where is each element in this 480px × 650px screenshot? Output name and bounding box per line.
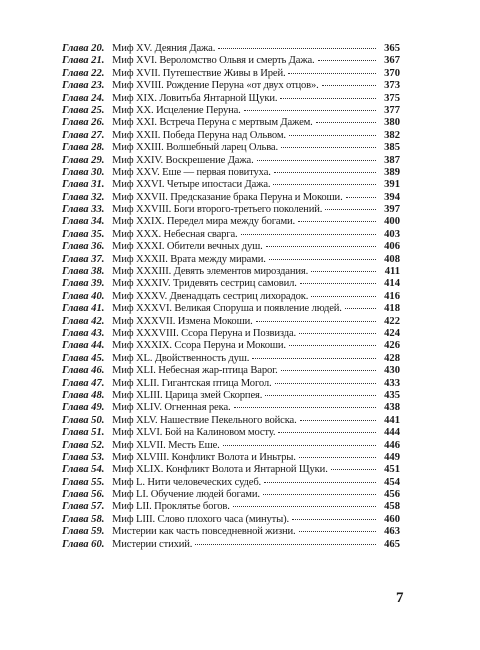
entry-title: Миф XXII. Победа Перуна над Ольвом.	[112, 129, 286, 141]
entry-title: Миф XL. Двойственность душ.	[112, 352, 250, 364]
chapter-label: Глава 43.	[62, 327, 105, 339]
entry-title: Мистерии стихий.	[112, 538, 193, 550]
dot-leader	[281, 147, 376, 148]
dot-leader	[300, 283, 376, 284]
toc-entry	[62, 415, 400, 427]
toc-entry	[62, 390, 400, 402]
chapter-label: Глава 29.	[62, 154, 105, 166]
toc-entry	[62, 204, 400, 216]
chapter-label: Глава 38.	[62, 266, 105, 278]
entry-title: Миф XVIII. Рождение Перуна «от двух отцов».	[112, 80, 319, 92]
dot-leader	[345, 308, 376, 309]
toc-entry	[62, 241, 400, 253]
entry-title: Миф XLI. Небесная жар-птица Варог.	[112, 365, 278, 377]
chapter-label: Глава 41.	[62, 303, 105, 315]
entry-title: Миф XIX. Ловитьба Янтарной Щуки.	[112, 92, 278, 104]
dot-leader	[299, 333, 376, 334]
entry-page: 446	[384, 439, 400, 451]
entry-page: 418	[384, 303, 400, 315]
entry-title: Миф LI. Обучение людей богами.	[112, 489, 260, 501]
toc-entry	[62, 130, 400, 142]
toc-entry	[62, 93, 400, 105]
chapter-label: Глава 23.	[62, 80, 105, 92]
entry-page: 416	[384, 290, 400, 302]
chapter-label: Глава 22.	[62, 67, 105, 79]
dot-leader	[299, 531, 376, 532]
chapter-label: Глава 42.	[62, 315, 105, 327]
entry-title: Мистерии как часть повседневной жизни.	[112, 526, 296, 538]
entry-title: Миф XLIX. Конфликт Волота и Янтарной Щуки.	[112, 464, 328, 476]
chapter-label: Глава 51.	[62, 427, 105, 439]
entry-title: Миф XXXVI. Великая Споруша и появление людей.	[112, 303, 342, 315]
dot-leader	[218, 48, 376, 49]
chapter-label: Глава 21.	[62, 55, 105, 67]
entry-page: 377	[384, 104, 400, 116]
dot-leader	[195, 544, 376, 545]
dot-leader	[264, 482, 376, 483]
toc-entry	[62, 526, 400, 538]
entry-title: Миф XXXV. Двенадцать сестриц лихорадок.	[112, 290, 309, 302]
entry-page: 444	[384, 427, 400, 439]
entry-title: Миф XXVI. Четыре ипостаси Дажа.	[112, 179, 271, 191]
chapter-label: Глава 46.	[62, 365, 105, 377]
entry-page: 408	[384, 253, 400, 265]
entry-page: 463	[384, 526, 400, 538]
entry-page: 456	[384, 489, 400, 501]
dot-leader	[289, 135, 376, 136]
dot-leader	[278, 432, 376, 433]
dot-leader	[318, 60, 376, 61]
chapter-label: Глава 26.	[62, 117, 105, 129]
entry-title: Миф L. Нити человеческих судеб.	[112, 476, 262, 488]
entry-page: 424	[384, 327, 400, 339]
entry-page: 389	[384, 166, 400, 178]
entry-title: Миф XXXIV. Тридевять сестриц самовил.	[112, 278, 297, 290]
toc-entry	[62, 464, 400, 476]
toc-entry	[62, 440, 400, 452]
toc-entry	[62, 80, 400, 92]
dot-leader	[280, 98, 376, 99]
chapter-label: Глава 27.	[62, 129, 105, 141]
entry-page: 394	[384, 191, 400, 203]
dot-leader	[292, 519, 376, 520]
entry-title: Миф LIII. Слово плохого часа (минуты).	[112, 513, 289, 525]
entry-title: Миф XLVI. Бой на Калиновом мосту.	[112, 427, 276, 439]
toc-entry	[62, 477, 400, 489]
dot-leader	[322, 85, 376, 86]
entry-page: 385	[384, 142, 400, 154]
page-number: 7	[396, 590, 404, 606]
entry-page: 391	[384, 179, 400, 191]
entry-title: Миф XV. Деяния Дажа.	[112, 43, 216, 54]
dot-leader	[223, 445, 376, 446]
entry-page: 406	[384, 241, 400, 253]
entry-title: Миф XXV. Еше — первая повитуха.	[112, 166, 271, 178]
chapter-label: Глава 53.	[62, 451, 105, 463]
chapter-label: Глава 58.	[62, 513, 105, 525]
chapter-label: Глава 40.	[62, 290, 105, 302]
dot-leader	[269, 259, 376, 260]
dot-leader	[346, 197, 376, 198]
chapter-label: Глава 33.	[62, 204, 105, 216]
entry-page: 380	[384, 117, 400, 129]
entry-page: 451	[384, 464, 400, 476]
toc-entry	[62, 117, 400, 129]
entry-page: 365	[384, 43, 400, 54]
chapter-label: Глава 55.	[62, 476, 105, 488]
toc-entry	[62, 316, 400, 328]
entry-page: 430	[384, 365, 400, 377]
entry-page: 422	[384, 315, 400, 327]
toc-entry	[62, 353, 400, 365]
dot-leader	[299, 457, 376, 458]
entry-page: 460	[384, 513, 400, 525]
entry-page: 375	[384, 92, 400, 104]
dot-leader	[288, 73, 376, 74]
entry-title: Миф XXXI. Обители вечных душ.	[112, 241, 263, 253]
dot-leader	[331, 469, 376, 470]
toc-entry	[62, 266, 400, 278]
toc-entry	[62, 278, 400, 290]
dot-leader	[233, 506, 376, 507]
dot-leader	[289, 345, 376, 346]
entry-page: 382	[384, 129, 400, 141]
toc-entry	[62, 340, 400, 352]
entry-page: 465	[384, 538, 400, 550]
dot-leader	[275, 383, 376, 384]
toc-entry	[62, 291, 400, 303]
entry-title: Миф XXIII. Волшебный ларец Ольва.	[112, 142, 278, 154]
entry-title: Миф XXXVIII. Ссора Перуна и Позвизда.	[112, 327, 297, 339]
dot-leader	[274, 172, 376, 173]
entry-title: Миф XXXIX. Ссора Перуна и Мокоши.	[112, 340, 286, 352]
toc-entry	[62, 303, 400, 315]
toc-entry	[62, 427, 400, 439]
entry-title: Миф XLVIII. Конфликт Волота и Иньтры.	[112, 451, 296, 463]
toc-entry	[62, 402, 400, 414]
toc-entry	[62, 229, 400, 241]
entry-page: 441	[384, 414, 400, 426]
chapter-label: Глава 54.	[62, 464, 105, 476]
toc-entry	[62, 452, 400, 464]
entry-title: Миф XLVII. Месть Еше.	[112, 439, 220, 451]
toc-entry	[62, 68, 400, 80]
dot-leader	[316, 122, 376, 123]
dot-leader	[266, 246, 376, 247]
chapter-label: Глава 24.	[62, 92, 105, 104]
entry-title: Миф XVII. Путешествие Живы в Ирей.	[112, 67, 286, 79]
entry-page: 403	[384, 228, 400, 240]
chapter-label: Глава 45.	[62, 352, 105, 364]
chapter-label: Глава 39.	[62, 278, 105, 290]
dot-leader	[325, 209, 376, 210]
entry-title: Миф XVI. Вероломство Ольвя и смерть Дажа.	[112, 55, 315, 67]
dot-leader	[234, 407, 377, 408]
chapter-label: Глава 48.	[62, 389, 105, 401]
entry-page: 367	[384, 55, 400, 67]
toc-entry	[62, 254, 400, 266]
chapter-label: Глава 52.	[62, 439, 105, 451]
entry-title: Миф XLIII. Царица змей Скорпея.	[112, 389, 263, 401]
chapter-label: Глава 59.	[62, 526, 105, 538]
chapter-label: Глава 32.	[62, 191, 105, 203]
dot-leader	[263, 494, 376, 495]
entry-title: Миф XLIV. Огненная река.	[112, 402, 231, 414]
dot-leader	[311, 271, 376, 272]
toc-entry	[62, 142, 400, 154]
entry-page: 397	[384, 204, 400, 216]
toc-entry	[62, 179, 400, 191]
entry-title: Миф XXVIII. Боги второго-третьего поколений.	[112, 204, 323, 216]
toc-entry	[62, 378, 400, 390]
chapter-label: Глава 37.	[62, 253, 105, 265]
entry-title: Миф XXXIII. Девять элементов мироздания.	[112, 266, 309, 278]
entry-title: Миф XX. Исцеление Перуна.	[112, 104, 241, 116]
chapter-label: Глава 31.	[62, 179, 105, 191]
dot-leader	[273, 184, 376, 185]
chapter-label: Глава 56.	[62, 489, 105, 501]
chapter-label: Глава 49.	[62, 402, 105, 414]
entry-title: Миф LII. Проклятье богов.	[112, 501, 230, 513]
entry-title: Миф XLV. Нашествие Пекельного войска.	[112, 414, 297, 426]
entry-title: Миф XLII. Гигантская птица Могол.	[112, 377, 272, 389]
entry-page: 458	[384, 501, 400, 513]
dot-leader	[298, 221, 376, 222]
chapter-label: Глава 50.	[62, 414, 105, 426]
entry-page: 449	[384, 451, 400, 463]
toc-entry	[62, 55, 400, 67]
toc-entry	[62, 43, 400, 55]
entry-title: Миф XXVII. Предсказание брака Перуна и Мокоши.	[112, 191, 343, 203]
toc-entry	[62, 365, 400, 377]
toc-entry	[62, 514, 400, 526]
toc-entry	[62, 155, 400, 167]
chapter-label: Глава 35.	[62, 228, 105, 240]
entry-title: Миф XXIX. Передел мира между богами.	[112, 216, 296, 228]
chapter-label: Глава 60.	[62, 538, 105, 550]
entry-title: Миф XXXVII. Измена Мокоши.	[112, 315, 253, 327]
entry-page: 414	[384, 278, 400, 290]
entry-page: 373	[384, 80, 400, 92]
entry-title: Миф XXXII. Врата между мирами.	[112, 253, 266, 265]
table-of-contents	[62, 43, 400, 551]
entry-page: 438	[384, 402, 400, 414]
toc-entry	[62, 539, 400, 551]
entry-page: 428	[384, 352, 400, 364]
chapter-label: Глава 36.	[62, 241, 105, 253]
chapter-label: Глава 30.	[62, 166, 105, 178]
entry-page: 387	[384, 154, 400, 166]
chapter-label: Глава 20.	[62, 43, 105, 54]
entry-page: 433	[384, 377, 400, 389]
dot-leader	[244, 110, 376, 111]
entry-title: Миф XXX. Небесная сварга.	[112, 228, 238, 240]
toc-entry	[62, 216, 400, 228]
entry-page: 454	[384, 476, 400, 488]
chapter-label: Глава 28.	[62, 142, 105, 154]
toc-entry	[62, 192, 400, 204]
chapter-label: Глава 47.	[62, 377, 105, 389]
entry-page: 370	[384, 67, 400, 79]
dot-leader	[241, 234, 376, 235]
toc-entry	[62, 501, 400, 513]
toc-entry	[62, 105, 400, 117]
entry-title: Миф XXI. Встреча Перуна с мертвым Дажем.	[112, 117, 313, 129]
toc-entry	[62, 489, 400, 501]
chapter-label: Глава 57.	[62, 501, 105, 513]
dot-leader	[256, 321, 376, 322]
dot-leader	[281, 370, 376, 371]
toc-entry	[62, 167, 400, 179]
entry-title: Миф XXIV. Воскрешение Дажа.	[112, 154, 254, 166]
dot-leader	[300, 420, 376, 421]
entry-page: 400	[384, 216, 400, 228]
chapter-label: Глава 25.	[62, 104, 105, 116]
entry-page: 426	[384, 340, 400, 352]
chapter-label: Глава 34.	[62, 216, 105, 228]
dot-leader	[252, 358, 376, 359]
dot-leader	[257, 160, 376, 161]
toc-entry	[62, 328, 400, 340]
entry-page: 435	[384, 389, 400, 401]
chapter-label: Глава 44.	[62, 340, 105, 352]
dot-leader	[311, 296, 376, 297]
entry-page: 411	[384, 266, 400, 278]
dot-leader	[265, 395, 376, 396]
